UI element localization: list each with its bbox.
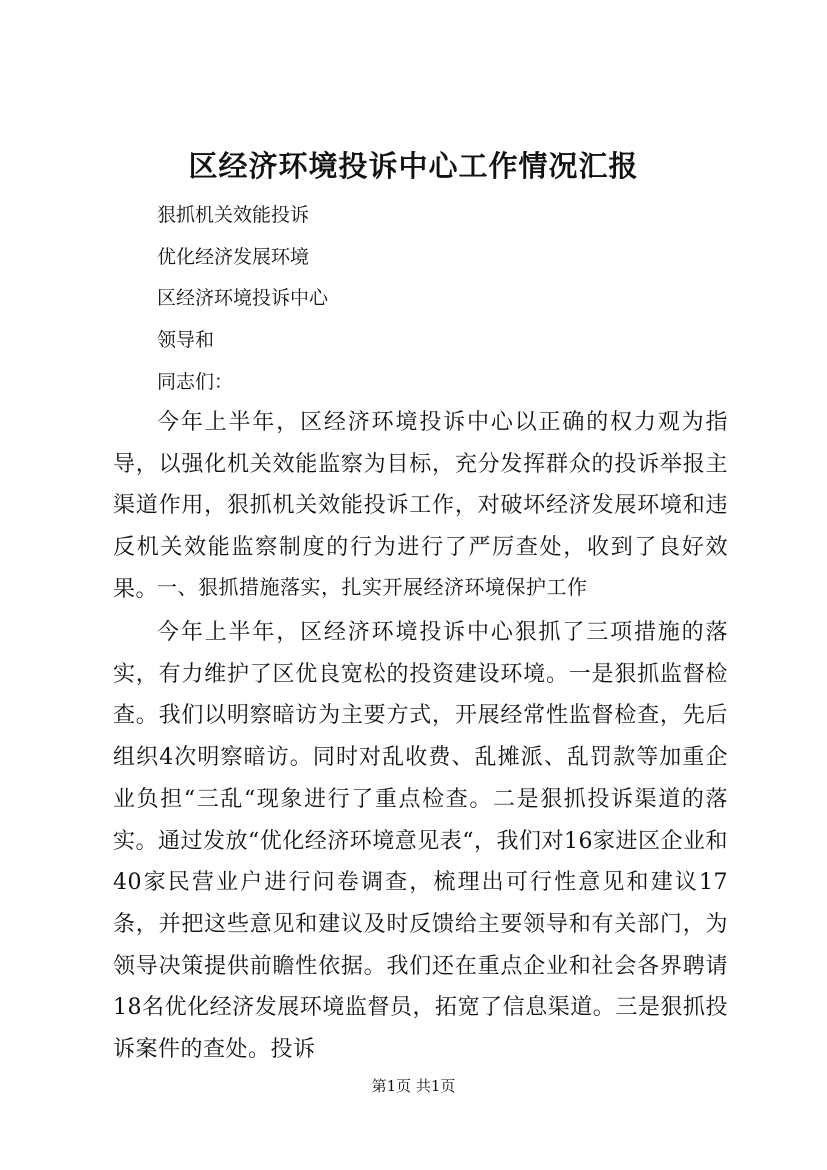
paragraph-1: 今年上半年，区经济环境投诉中心以正确的权力观为指导，以强化机关效能监察为目标，充分发挥群众的投诉举报主渠道作用，狠抓机关效能投诉工作，对破坏经济发展环境和违反机关效能监察制度的行为进行了严厉查处，收到了良好效果。 bbox=[113, 410, 728, 602]
intro-line-1: 狠抓机关效能投诉 bbox=[157, 204, 310, 226]
document-title: 区经济环境投诉中心工作情况汇报 bbox=[188, 149, 639, 183]
section-heading: 一、狠抓措施落实，扎实开展经济环境保护工作 bbox=[157, 575, 588, 599]
intro-line-2: 优化经济发展环境 bbox=[157, 246, 310, 268]
intro-line-3: 区经济环境投诉中心 bbox=[157, 287, 329, 309]
page-footer: 第1页 共1页 bbox=[371, 1077, 456, 1095]
intro-line-4: 领导和 bbox=[157, 329, 215, 351]
salutation: 同志们： bbox=[157, 371, 234, 393]
paragraph-2: 今年上半年，区经济环境投诉中心狠抓了三项措施的落实，有力维护了区优良宽松的投资建设环境。一是狠抓监督检查。我们以明察暗访为主要方式，开展经常性监督检查，先后组织4次明察暗访。同时对乱收费、乱摊派、乱罚款等加重企业负担“三乱“现象进行了重点检查。二是狠抓投诉渠道的落实。通过发放“优化经济环境意见表“，我们对16家进区企业和40家民营业户进行问卷调查，梳理出可行性意见和建议17条，并把这些意见和建议及时反馈给主要领导和有关部门，为领导决策提供前瞻性依据。我们还在重点企业和社会各界聘请18名优化经济发展环境监督员，拓宽了信息渠道。三是狠抓投诉案件的查处。投诉 bbox=[113, 620, 728, 1063]
